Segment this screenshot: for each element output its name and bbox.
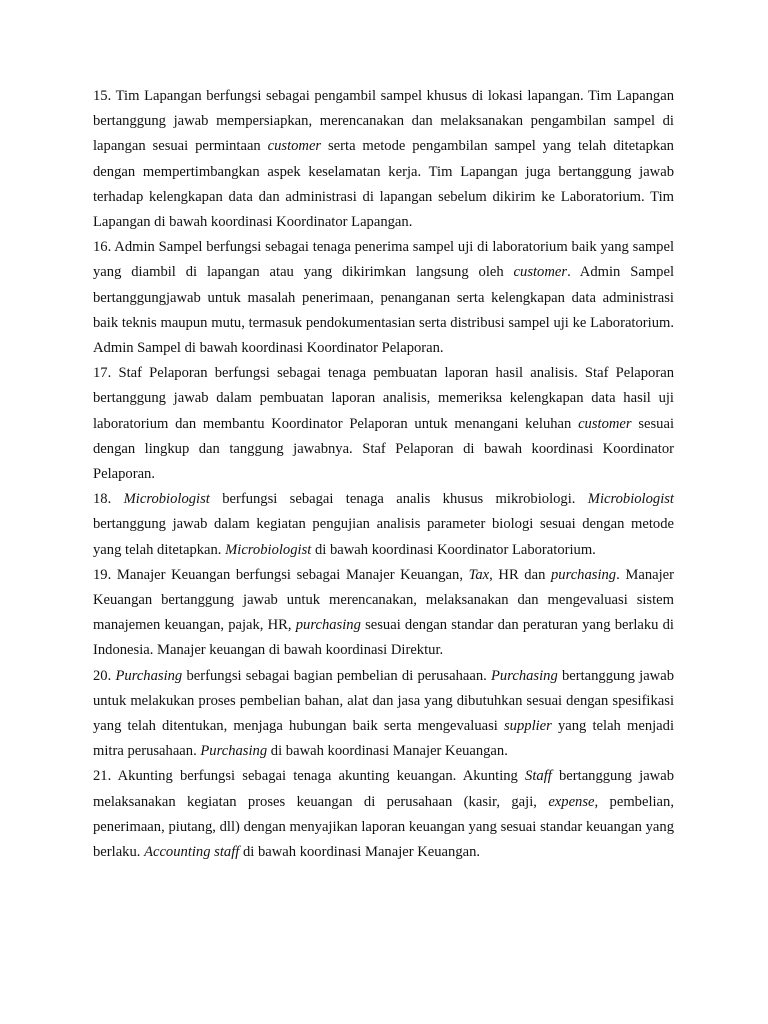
italic-term: Microbiologist: [587, 491, 674, 508]
text-segment: Tim Lapangan berfungsi sebagai pengambil sampel khusus di lokasi lapangan. Tim Lapangan bertanggung jawab mempersiapkan, merencanakan dan melaksanakan pengambilan sampel di lapangan sesuai permintaan: [93, 88, 675, 155]
text-segment: . Admin Sampel bertanggungjawab untuk masalah penerimaan, penanganan serta kelengkapan data administrasi baik teknis maupun mutu, termasuk pendokumentasian serta distribusi sampel uji ke Laboratorium. Admin Sampel di bawah koordinasi Koordinator Pelaporan.: [93, 264, 675, 357]
italic-term: customer: [578, 415, 632, 432]
paragraph-16: [93, 235, 674, 361]
italic-term: expense: [548, 793, 595, 810]
paragraph-20: [93, 664, 674, 765]
paragraph-17: [93, 361, 674, 487]
text-segment: bertanggung jawab melaksanakan kegiatan proses keuangan di perusahaan (kasir, gaji,: [93, 768, 674, 810]
italic-term: Microbiologist: [123, 491, 210, 508]
text-segment: Manajer Keuangan berfungsi sebagai Manajer Keuangan,: [116, 566, 469, 583]
text-segment: bertanggung jawab dalam kegiatan pengujian analisis parameter biologi sesuai dengan metode yang telah ditetapkan.: [93, 516, 674, 558]
italic-term: Accounting staff: [144, 844, 240, 861]
paragraph-18: [93, 487, 674, 563]
paragraph-21: [93, 764, 674, 865]
text-segment: di bawah koordinasi Koordinator Laboratorium.: [311, 541, 596, 558]
italic-term: Tax: [468, 566, 490, 583]
italic-term: purchasing: [550, 566, 617, 583]
paragraph-15: [93, 84, 674, 235]
paragraph-number: 20.: [93, 667, 112, 684]
italic-term: supplier: [504, 718, 552, 735]
text-segment: di bawah koordinasi Manajer Keuangan.: [239, 844, 481, 861]
paragraph-number: 16.: [93, 239, 112, 256]
paragraph-number: 17.: [93, 365, 112, 382]
italic-term: customer: [513, 264, 568, 281]
text-segment: Admin Sampel berfungsi sebagai tenaga penerima sampel uji di laboratorium baik yang sampel yang diambil di lapangan atau yang dikirimkan langsung oleh: [93, 239, 675, 281]
paragraph-number: 18.: [93, 491, 112, 508]
text-segment: berfungsi sebagai tenaga analis khusus mikrobiologi.: [209, 491, 588, 508]
text-segment: , pembelian, penerimaan, piutang, dll) dengan menyajikan laporan keuangan yang sesuai standar keuangan yang berlaku.: [93, 793, 674, 861]
text-segment: sesuai dengan standar dan peraturan yang berlaku di Indonesia. Manajer keuangan di bawah koordinasi Direktur.: [93, 617, 674, 659]
paragraph-number: 21.: [93, 768, 112, 785]
text-segment: . Manajer Keuangan bertanggung jawab untuk merencanakan, melaksanakan dan mengevaluasi sistem manajemen keuangan, pajak, HR,: [93, 566, 674, 634]
italic-term: Purchasing: [115, 667, 183, 684]
italic-term: Staff: [525, 768, 552, 785]
text-segment: di bawah koordinasi Manajer Keuangan.: [267, 743, 508, 760]
text-segment: sesuai dengan lingkup dan tanggung jawabnya. Staf Pelaporan di bawah koordinasi Koordinator Pelaporan.: [93, 415, 674, 483]
text-segment: Akunting berfungsi sebagai tenaga akunting keuangan. Akunting: [117, 768, 526, 785]
text-segment: bertanggung jawab untuk melakukan proses pembelian bahan, alat dan jasa yang dibutuhkan sesuai dengan spesifikasi yang telah ditentukan, menjaga hubungan baik serta mengevaluasi: [93, 667, 674, 735]
paragraph-number: 15.: [93, 88, 112, 104]
italic-term: purchasing: [295, 617, 361, 634]
paragraph-number: 19.: [93, 566, 112, 583]
italic-term: Microbiologist: [225, 541, 312, 558]
text-segment: Staf Pelaporan berfungsi sebagai tenaga pembuatan laporan hasil analisis. Staf Pelaporan bertanggung jawab dalam pembuatan laporan analisis, memeriksa kelengkapan data hasil uji laboratorium dan membantu Koordinator Pelaporan untuk menangani keluhan: [93, 365, 674, 432]
paragraph-19: [93, 563, 674, 664]
document-body: [93, 84, 674, 865]
italic-term: customer: [267, 138, 322, 155]
text-segment: serta metode pengambilan sampel yang telah ditetapkan dengan mempertimbangkan aspek keselamatan kerja. Tim Lapangan juga bertanggung jawab terhadap kelengkapan data dan administrasi di lapangan sebelum dikirim ke Laboratorium. Tim Lapangan di bawah koordinasi Koordinator Lapangan.: [93, 138, 674, 231]
text-segment: berfungsi sebagai bagian pembelian di perusahaan.: [182, 667, 491, 684]
italic-term: Purchasing: [491, 667, 558, 684]
italic-term: Purchasing: [200, 743, 268, 760]
text-segment: yang telah menjadi mitra perusahaan.: [93, 718, 674, 760]
text-segment: , HR dan: [489, 566, 551, 583]
